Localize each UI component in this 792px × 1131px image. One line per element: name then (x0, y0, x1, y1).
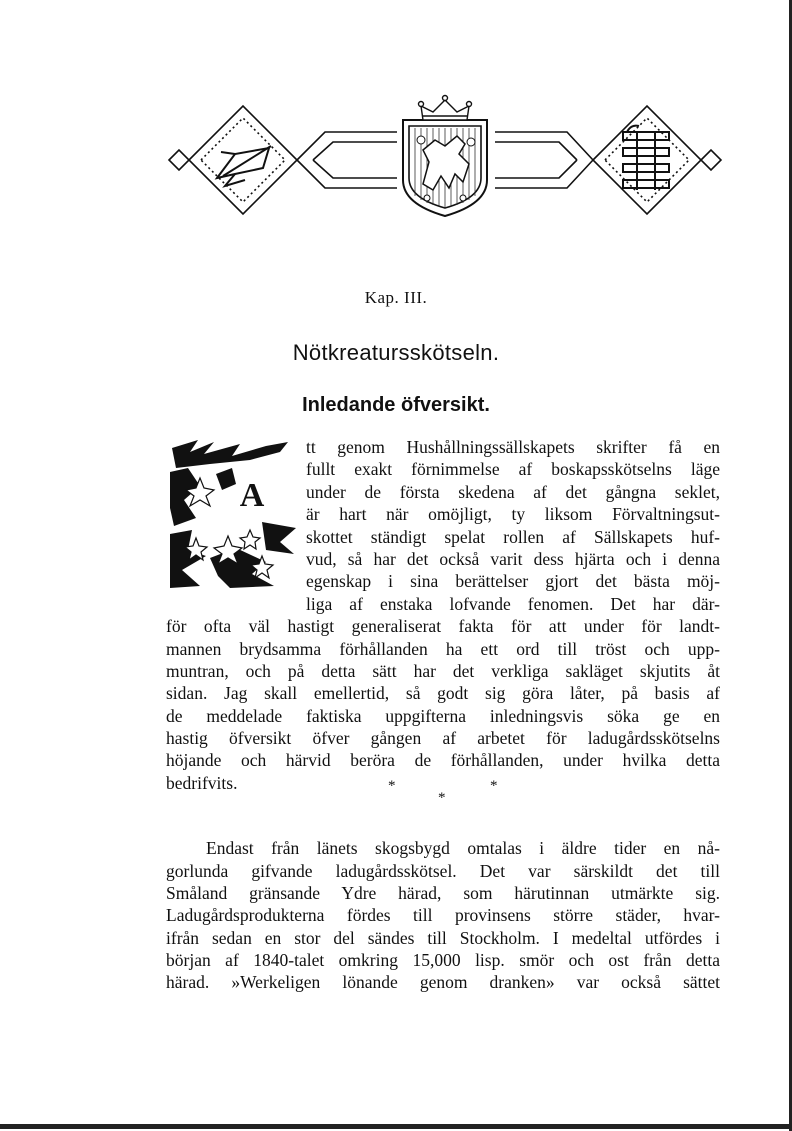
paragraph-line: bedrifvits. (166, 773, 238, 793)
paragraph-line: Ladugårdsprodukterna fördes till provinsens större städer, hvar- (166, 905, 720, 925)
paragraph-line: är hart när omöjligt, ty liksom Förvaltningsut- (306, 504, 720, 524)
paragraph-line: muntran, och på detta sätt har det verkliga sakläget skjutits åt (166, 661, 720, 681)
dropcap-initial (170, 438, 296, 590)
separator-star: * (438, 790, 446, 806)
separator-star: * (490, 778, 498, 794)
paragraph-line: mannen brydsamma förhållanden ha ett ord till tröst och upp- (166, 639, 720, 659)
paragraph-line: skottet ständigt spelat rollen af Sällskapets huf- (306, 527, 720, 547)
paragraph-line: härad. »Werkeligen lönande genom dranken» var också sättet (166, 972, 720, 992)
paragraph-line: ifrån sedan en stor del sändes till Stockholm. I medeltal utfördes i (166, 928, 720, 948)
page-edge-bottom (0, 1124, 792, 1129)
paragraph-line: Endast från länets skogsbygd omtalas i äldre tider en nå- (206, 838, 720, 858)
paragraph-line: liga af enstaka lofvande fenomen. Det har där- (306, 594, 720, 614)
paragraph-line: för ofta väl hastigt generaliserat fakta för att under för landt- (166, 616, 720, 636)
paragraph-line: vud, så har det också varit dess hjärta och i denna (306, 549, 720, 569)
dropcap-letter: A (239, 477, 265, 514)
paragraph-line: de meddelade faktiska uppgifterna inledningsvis söka ge en (166, 706, 720, 726)
paragraph-line: sidan. Jag skall emellertid, så godt sig göra låter, på basis af (166, 683, 720, 703)
paragraph-line: början af 1840-talet omkring 15,000 lisp. smör och ost från detta (166, 950, 720, 970)
paragraph-line: hastig öfversikt öfver gången af arbetet för ladugårdsskötselns (166, 728, 720, 748)
paragraph-line: fullt exakt förnimmelse af boskapsskötselns läge (306, 459, 720, 479)
chapter-title: Nötkreatursskötseln. (292, 340, 500, 365)
header-ornament (165, 92, 725, 232)
chapter-label: Kap. III. (364, 288, 428, 307)
paragraph-line: egenskap i sina berättelser gjort det bästa möj- (306, 571, 720, 591)
section-heading: Inledande öfversikt. (302, 394, 490, 416)
paragraph-line: tt genom Hushållningssällskapets skrifter få en (306, 437, 720, 457)
paragraph-line: höjande och härvid beröra de förhållanden, under hvilka detta (166, 750, 720, 770)
separator-star: * (388, 778, 396, 794)
paragraph-line: Småland gränsande Ydre härad, som härutinnan utmärkte sig. (166, 883, 720, 903)
paragraph-line: under de första skedena af det gångna seklet, (306, 482, 720, 502)
paragraph-line: gorlunda gifvande ladugårdsskötsel. Det var särskildt det till (166, 861, 720, 881)
